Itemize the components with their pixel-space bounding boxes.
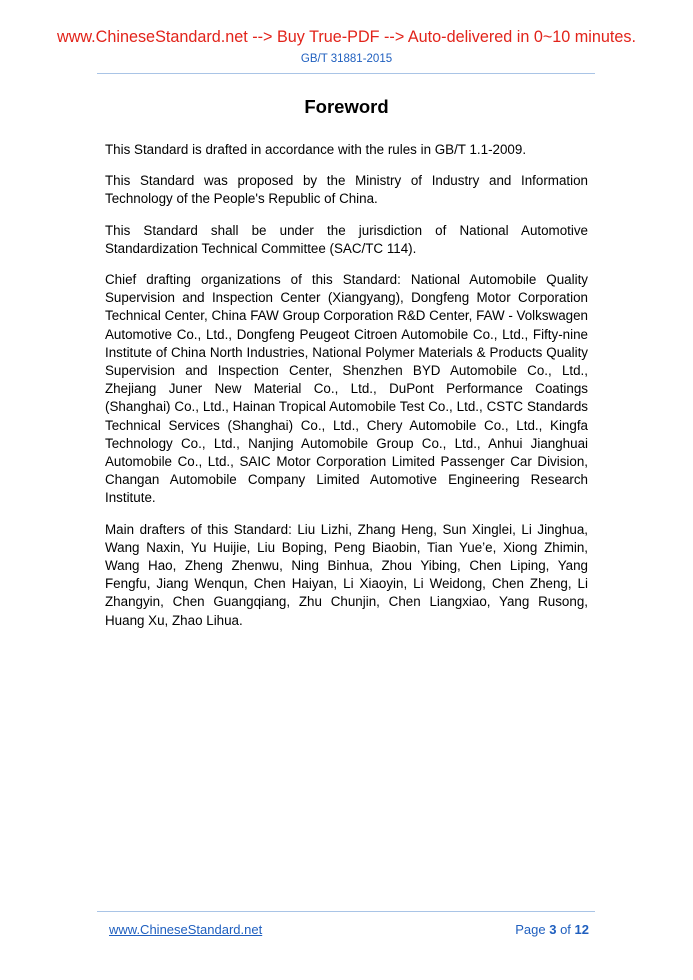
page-number [515,922,589,937]
current-page: 3 [549,922,557,937]
footer-website-link[interactable]: www.ChineseStandard.net [109,922,263,937]
page-of-label: of [556,922,575,937]
paragraph-proposed-by: This Standard was proposed by the Ministry of Industry and Information Technology of the People's Republic of China. [105,173,588,207]
paragraph-drafting-rules: This Standard is drafted in accordance with the rules in GB/T 1.1-2009. [105,142,527,157]
standard-number: GB/T 31881-2015 [300,53,393,65]
paragraph-jurisdiction: This Standard shall be under the jurisdiction of National Automotive Standardization Technical Committee (SAC/TC 114). [105,222,588,256]
total-pages: 12 [574,922,589,937]
paragraph-drafting-organizations: Chief drafting organizations of this Standard: National Automobile Quality Supervision and Inspection Center (Xiangyang), Dongfeng Motor Corporation Technical Center, China FAW Group Corporation R&D Center, FAW - Volkswagen Automotive Co., Ltd., Dongfeng Peugeot Citroen Automobile Co., Ltd., Fifty-nine Institute of China North Industries, National Polymer Materials & Products Quality Supervision and Inspection Center, Shenzhen BYD Automobile Co., Ltd., Zhejiang Juner New Material Co., Ltd., DuPont Performance Coatings (Shanghai) Co., Ltd., Hainan Tropical Automobile Test Co., Ltd., CSTC Standards Technical Services (Shanghai) Co., Ltd., Chery Automobile Co., Ltd., Kingfa Technology Co., Ltd., Nanjing Automobile Group Co., Ltd., Anhui Jianghuai Automobile Co., Ltd., SAIC Motor Corporation Limited Passenger Car Division, Changan Automobile Company Limited Automotive Engineering Research Institute. [105,272,588,506]
promo-banner-link[interactable]: www.ChineseStandard.net --> Buy True-PDF --> Auto-delivered in 0~10 minutes. [57,28,636,46]
page-label: Page [515,922,550,937]
footer-divider [97,911,595,912]
paragraph-main-drafters: Main drafters of this Standard: Liu Lizhi, Zhang Heng, Sun Xinglei, Li Jinghua, Wang Naxin, Yu Huijie, Liu Boping, Peng Biaobin, Tian Yue’e, Xiong Zhimin, Wang Hao, Zheng Zhenwu, Ning Binhua, Zhou Yibing, Chen Liping, Yang Fengfu, Jiang Wenqun, Chen Haiyan, Li Xiaoyin, Li Weidong, Chen Zheng, Li Zhangyin, Chen Guangqiang, Zhu Chunjin, Chen Liangxiao, Yang Rusong, Huang Xu, Zhao Lihua. [105,521,588,628]
header-divider [97,73,595,74]
page-title: Foreword [304,96,389,117]
document-body [105,141,588,643]
